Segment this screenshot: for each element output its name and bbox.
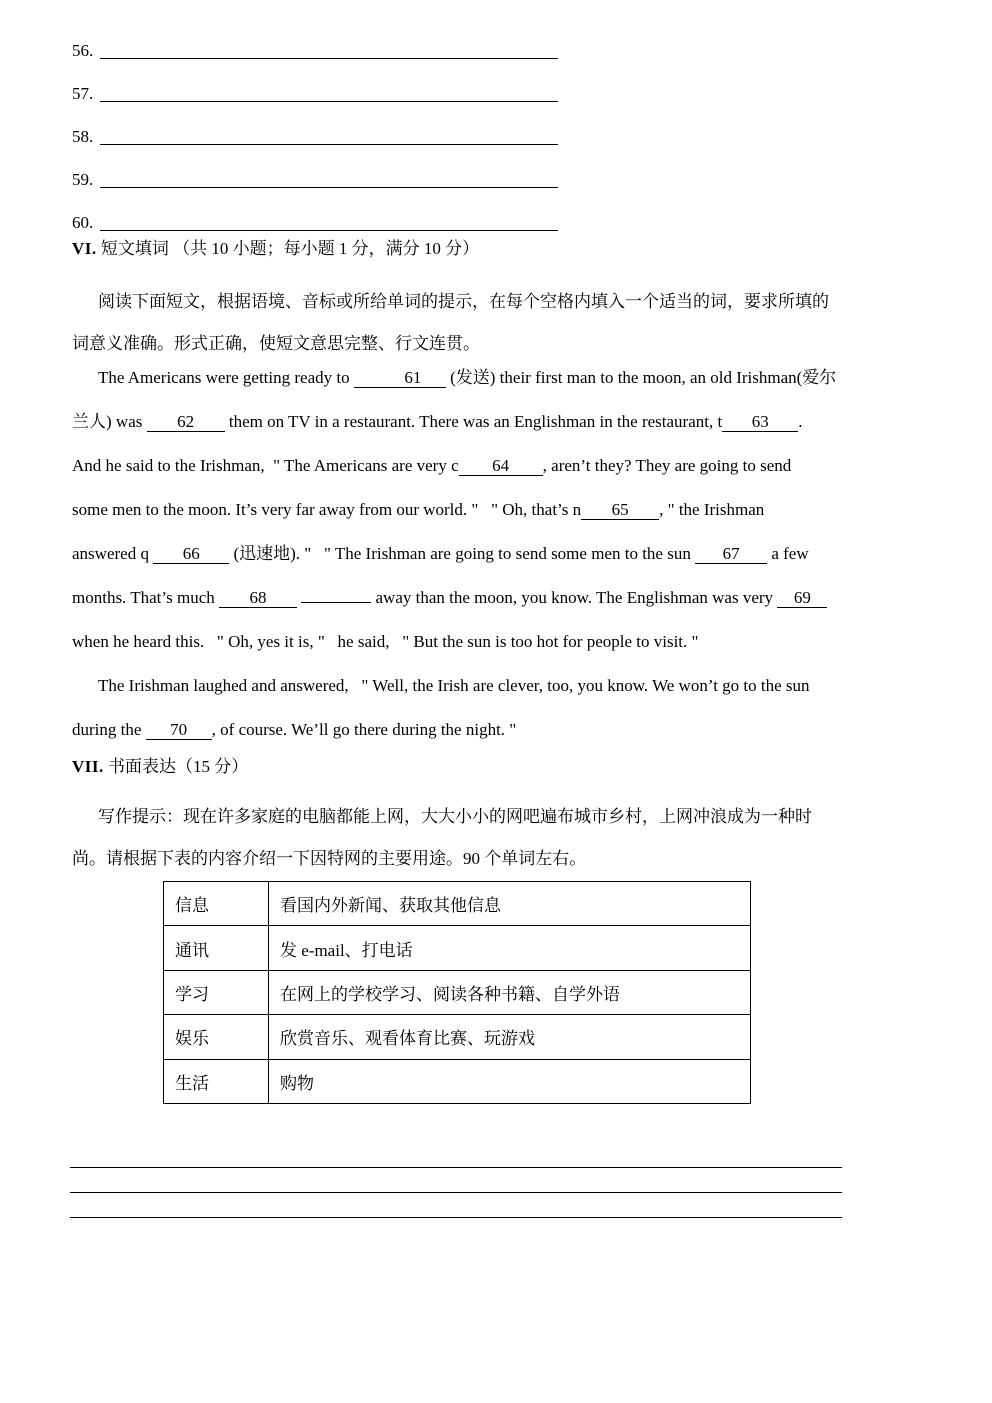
cloze-blank-62: 62 bbox=[147, 412, 225, 432]
passage-text: during the bbox=[72, 720, 146, 739]
internet-uses-table bbox=[163, 881, 751, 1104]
category-cell: 娱乐 bbox=[164, 1015, 269, 1059]
cloze-blank-65: 65 bbox=[581, 500, 659, 520]
prompt-line: 尚。请根据下表的内容介绍一下因特网的主要用途。90 个单词左右。 bbox=[72, 849, 587, 868]
essay-writing-line bbox=[70, 1192, 842, 1193]
answer-number: 60. bbox=[72, 213, 94, 232]
answer-number: 58. bbox=[72, 127, 94, 146]
passage-text: , of course. We’ll go there during the night. " bbox=[211, 720, 517, 739]
passage-line bbox=[72, 576, 852, 620]
answer-writing-line bbox=[100, 43, 558, 59]
cloze-blank-67: 67 bbox=[695, 544, 767, 564]
prompt-line: 写作提示：现在许多家庭的电脑都能上网，大大小小的网吧遍布城市乡村，上网冲浪成为一种时 bbox=[98, 807, 812, 826]
content-cell: 购物 bbox=[269, 1059, 751, 1103]
passage-text: And he said to the Irishman, " The Americans are very c bbox=[72, 456, 459, 475]
content-cell: 在网上的学校学习、阅读各种书籍、自学外语 bbox=[269, 970, 751, 1014]
passage-text: months. That’s much bbox=[72, 588, 220, 607]
answer-writing-line bbox=[100, 129, 558, 145]
passage-text: some men to the moon. It’s very far away from our world. " " Oh, that’s n bbox=[72, 500, 582, 519]
cloze-blank-69: 69 bbox=[777, 588, 827, 608]
answer-writing-line bbox=[100, 86, 558, 102]
table-row bbox=[164, 882, 751, 926]
passage-line bbox=[72, 708, 852, 752]
answer-number: 57. bbox=[72, 84, 94, 103]
section-vi-number: VI. bbox=[72, 239, 97, 258]
answer-blank-row bbox=[72, 30, 558, 73]
passage-line bbox=[72, 664, 852, 708]
passage-line bbox=[72, 532, 852, 576]
answer-writing-line bbox=[100, 215, 558, 231]
passage-text: The Americans were getting ready to bbox=[98, 368, 354, 387]
table-row bbox=[164, 926, 751, 970]
section-vi-title: 短文填词 （共 10 小题；每小题 1 分，满分 10 分） bbox=[100, 239, 480, 258]
essay-writing-line bbox=[70, 1167, 842, 1168]
essay-writing-line bbox=[70, 1217, 842, 1218]
essay-writing-lines bbox=[70, 1167, 842, 1243]
cloze-instructions bbox=[72, 281, 852, 365]
passage-text: them on TV in a restaurant. There was an Englishman in the restaurant, t bbox=[224, 412, 723, 431]
content-cell: 发 e-mail、打电话 bbox=[269, 926, 751, 970]
passage-text: , " the Irishman bbox=[659, 500, 765, 519]
answer-number: 59. bbox=[72, 170, 94, 189]
passage-text: , aren’t they? They are going to send bbox=[542, 456, 792, 475]
content-cell: 看国内外新闻、获取其他信息 bbox=[269, 882, 751, 926]
passage-line bbox=[72, 620, 852, 664]
section-vi-heading bbox=[72, 240, 479, 258]
passage-text: away than the moon, you know. The Englishman was very bbox=[371, 588, 778, 607]
passage-text: 兰人) was bbox=[72, 412, 147, 431]
category-cell: 生活 bbox=[164, 1059, 269, 1103]
answer-blank-row bbox=[72, 73, 558, 116]
passage-text: when he heard this. " Oh, yes it is, " he said, " But the sun is too hot for people to visit. " bbox=[72, 632, 699, 651]
section-vii-heading bbox=[72, 758, 248, 776]
answer-writing-line bbox=[100, 172, 558, 188]
table-row bbox=[164, 970, 751, 1014]
category-cell: 信息 bbox=[164, 882, 269, 926]
answer-blank-row bbox=[72, 116, 558, 159]
writing-prompt bbox=[72, 796, 852, 880]
passage-line bbox=[72, 400, 852, 444]
instructions-line: 阅读下面短文，根据语境、音标或所给单词的提示，在每个空格内填入一个适当的词，要求所填的 bbox=[98, 292, 829, 311]
cloze-blank-61: 61 bbox=[354, 368, 446, 388]
cloze-blank-66: 66 bbox=[153, 544, 229, 564]
cloze-blank-70: 70 bbox=[146, 720, 212, 740]
passage-text: (迅速地). " " The Irishman are going to send some men to the sun bbox=[229, 544, 696, 563]
passage-text: The Irishman laughed and answered, " Well, the Irish are clever, too, you know. We won’t go to the sun bbox=[98, 676, 810, 695]
instructions-line: 词意义准确。形式正确，使短文意思完整、行文连贯。 bbox=[72, 334, 480, 353]
passage-text: a few bbox=[767, 544, 809, 563]
passage-line bbox=[72, 356, 852, 400]
category-cell: 通讯 bbox=[164, 926, 269, 970]
answer-number: 56. bbox=[72, 41, 94, 60]
answer-blank-row bbox=[72, 159, 558, 202]
passage-text: . bbox=[798, 412, 803, 431]
passage-line bbox=[72, 488, 852, 532]
passage-line bbox=[72, 444, 852, 488]
passage-text: answered q bbox=[72, 544, 154, 563]
content-cell: 欣赏音乐、观看体育比赛、玩游戏 bbox=[269, 1015, 751, 1059]
section-vii-number: VII. bbox=[72, 757, 104, 776]
category-cell: 学习 bbox=[164, 970, 269, 1014]
cloze-blank-64: 64 bbox=[459, 456, 543, 476]
cloze-passage bbox=[72, 356, 852, 752]
short-answer-blanks bbox=[72, 30, 558, 245]
table-row bbox=[164, 1015, 751, 1059]
table-row bbox=[164, 1059, 751, 1103]
cloze-blank-68: 68 bbox=[219, 588, 297, 608]
section-vii-title: 书面表达（15 分） bbox=[108, 757, 249, 776]
passage-text: (发送) their first man to the moon, an old Irishman(爱尔 bbox=[445, 368, 837, 387]
cloze-blank-63: 63 bbox=[722, 412, 798, 432]
cloze-blank-empty bbox=[301, 583, 371, 603]
